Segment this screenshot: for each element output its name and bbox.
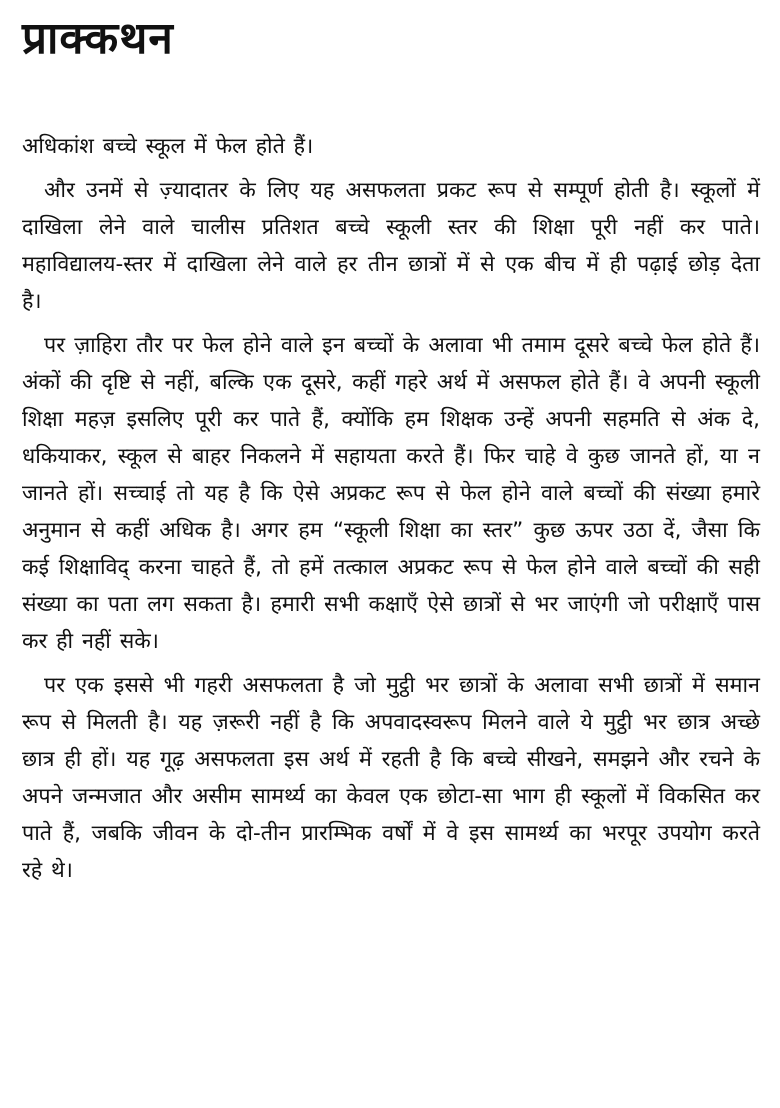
document-body (22, 128, 760, 889)
paragraph-2: और उनमें से ज़्यादातर के लिए यह असफलता प्रकट रूप से सम्पूर्ण होती है। स्कूलों में दाखिला लेने वाले चालीस प्रतिशत बच्चे स्कूली स्तर की शिक्षा पूरी नहीं कर पाते। महाविद्यालय-स्तर में दाखिला लेने वाले हर तीन छात्रों में से एक बीच में ही पढ़ाई छोड़ देता है। (22, 178, 760, 314)
page-title: प्राक्कथन (22, 13, 174, 64)
paragraph-3: पर ज़ाहिरा तौर पर फेल होने वाले इन बच्चों के अलावा भी तमाम दूसरे बच्चे फेल होते हैं। अंकों की दृष्टि से नहीं, बल्कि एक दूसरे, कहीं गहरे अर्थ में असफल होते हैं। वे अपनी स्कूली शिक्षा महज़ इसलिए पूरी कर पाते हैं, क्योंकि हम शिक्षक उन्हें अपनी सहमति से अंक दे, धकियाकर, स्कूल से बाहर निकलने में सहायता करते हैं। फिर चाहे वे कुछ जानते हों, या न जानते हों। सच्चाई तो यह है कि ऐसे अप्रकट रूप से फेल होने वाले बच्चों की संख्या हमारे अनुमान से कहीं अधिक है। अगर हम “स्कूली शिक्षा का स्तर” कुछ ऊपर उठा दें, जैसा कि कई शिक्षाविद् करना चाहते हैं, तो हमें तत्काल अप्रकट रूप से फेल होने वाले बच्चों की सही संख्या का पता लग सकता है। हमारी सभी कक्षाएँ ऐसे छात्रों से भर जाएंगी जो परीक्षाएँ पास कर ही नहीं सके। (22, 333, 760, 654)
paragraph-4: पर एक इससे भी गहरी असफलता है जो मुट्ठी भर छात्रों के अलावा सभी छात्रों में समान रूप से मिलती है। यह ज़रूरी नहीं है कि अपवादस्वरूप मिलने वाले ये मुट्ठी भर छात्र अच्छे छात्र ही हों। यह गूढ़ असफलता इस अर्थ में रहती है कि बच्चे सीखने, समझने और रचने के अपने जन्मजात और असीम सामर्थ्य का केवल एक छोटा-सा भाग ही स्कूलों में विकसित कर पाते हैं, जबकि जीवन के दो-तीन प्रारम्भिक वर्षों में वे इस सामर्थ्य का भरपूर उपयोग करते रहे थे। (22, 673, 760, 883)
paragraph-1: अधिकांश बच्चे स्कूल में फेल होते हैं। (22, 134, 314, 159)
